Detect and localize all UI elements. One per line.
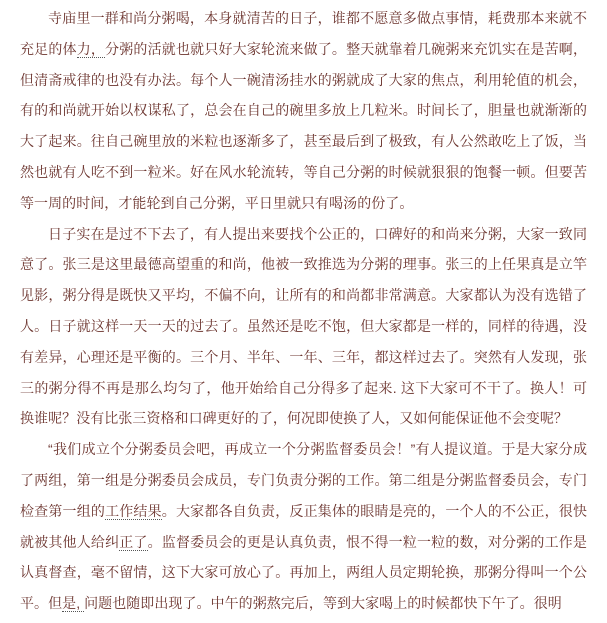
proofing-mark: 正了: [119, 533, 148, 550]
proofing-mark: 工作结果: [105, 502, 162, 519]
paragraph: 日子实在是过不下去了，有人提出来要找个公正的，口碑好的和尚来分粥，大家一致同意了。张三是这里最德高望重的和尚，他被一致推选为分粥的理事。张三的上任果真是立竿见影，粥分得是既快又平均，不偏不向，让所有的和尚都非常满意。大家都认为没有选错了人。日子就这样一天一天的过去了。虽然还是吃不饱，但大家都是一样的，同样的待遇，没有差异，心理还是平衡的。三个月、半年、一年、三年，都这样过去了。突然有人发现，张三的粥分得不再是那么均匀了，他开始给自己分得多了起来. 这下大家可不干了。换人！可换谁呢？没有比张三资格和口碑更好的了，何况即使换了人，又如何能保证他不会变呢？: [20, 225, 587, 427]
paragraph: 寺庙里一群和尚分粥喝，本身就清苦的日子，谁都不愿意多做点事情，耗费那本来就不充足的体力，分粥的活就也就只好大家轮流来做了。整天就靠着几碗粥来充饥实在是苦啊，但清斋戒律的也没有办法。每个人一碗清汤挂水的粥就成了大家的焦点，利用轮值的机会，有的和尚就开始以权谋私了，总会在自己的碗里多放上几粒米。时间长了，胆量也就渐渐的大了起来。往自己碗里放的米粒也逐渐多了，甚至最后到了极致，有人公然敢吃上了饭，当然也就有人吃不到一粒米。好在风水轮流转，等自己分粥的时候就狠狠的饱餐一顿。但要苦等一周的时间，才能轮到自己分粥，平日里就只有喝汤的份了。: [20, 10, 587, 211]
proofing-mark: 力，: [76, 40, 106, 57]
proofing-mark: 是,: [62, 595, 85, 612]
paragraph: “我们成立个分粥委员会吧，再成立一个分粥监督委员会！”有人提议道。于是大家分成了两组，第一组是分粥委员会成员，专门负责分粥的工作。第二组是分粥监督委员会，专门检查第一组的工作结果。大家都各自负责，反正集体的眼睛是亮的，一个人的不公正，很快就被其他人给纠正了。监督委员会的更是认真负责，恨不得一粒一粒的数，对分粥的工作是认真督查，毫不留情，这下大家可放心了。再加上，两组人员定期轮换，那粥分得叫一个公平。但是, 问题也随即出现了。中午的粥熬完后，等到大家喝上的时候都快下午了。很明: [20, 441, 588, 612]
